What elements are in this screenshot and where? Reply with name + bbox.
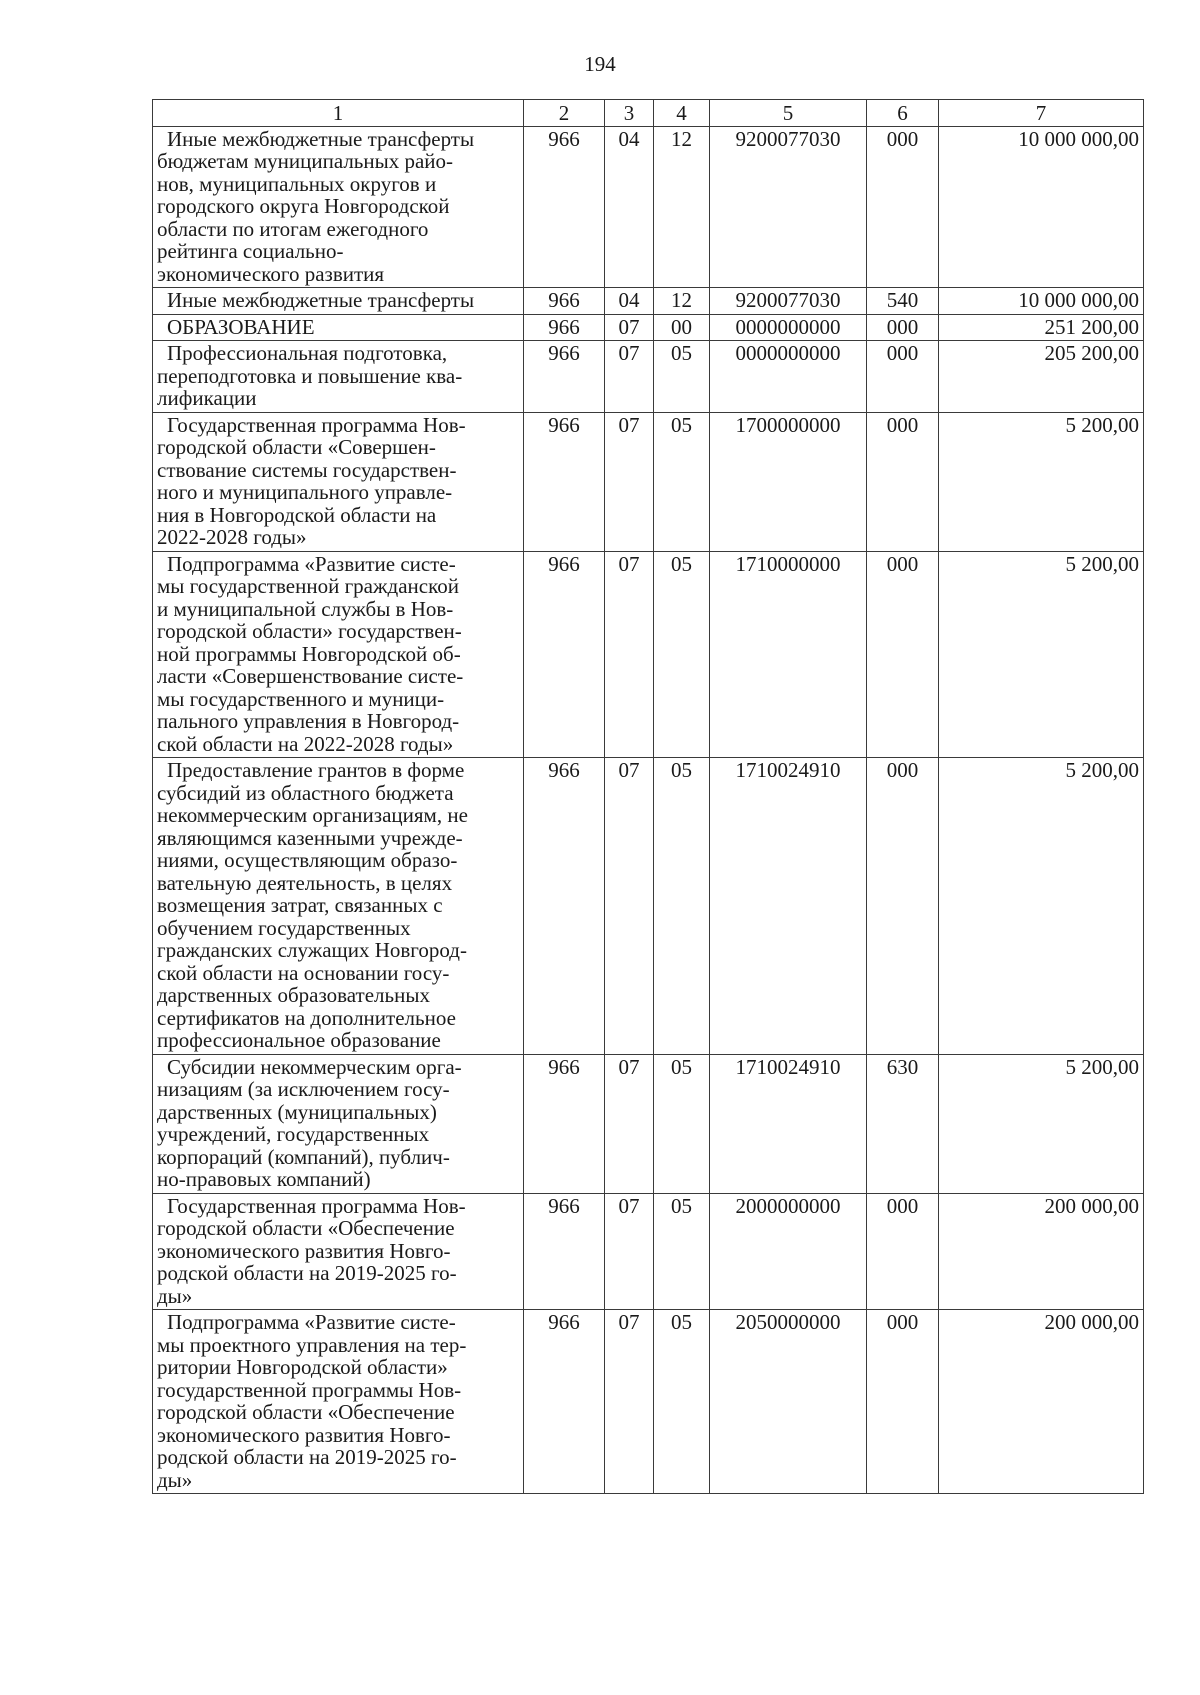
row-name-line: профессиональное образование — [157, 1028, 441, 1052]
ministry-code-cell: 966 — [524, 1310, 605, 1494]
expense-type-cell: 000 — [867, 314, 939, 341]
column-header: 7 — [939, 100, 1144, 127]
expense-type-cell: 000 — [867, 551, 939, 758]
row-name-line: государственной программы Нов- — [157, 1377, 462, 1402]
expense-type-cell: 540 — [867, 288, 939, 315]
column-header: 6 — [867, 100, 939, 127]
row-name-line: Предоставление грантов в форме — [167, 758, 465, 782]
amount-cell: 5 200,00 — [939, 551, 1144, 758]
subsection-code-cell: 12 — [654, 126, 710, 288]
target-article-cell: 1700000000 — [710, 412, 867, 551]
row-name-cell — [153, 758, 524, 1055]
row-name-line: Государственная программа Нов- — [167, 412, 466, 437]
amount-cell: 200 000,00 — [939, 1193, 1144, 1310]
row-name-line: и муниципальной службы в Нов- — [157, 596, 454, 621]
expense-type-cell: 000 — [867, 126, 939, 288]
row-name-line: городской области «Обеспечение — [157, 1400, 455, 1424]
table-row — [153, 1310, 1144, 1494]
row-name-line: ОБРАЗОВАНИЕ — [167, 314, 315, 339]
row-name-line: лификации — [157, 386, 257, 410]
row-name-line: возмещения затрат, связанных с — [157, 893, 443, 917]
table-row — [153, 758, 1144, 1055]
row-name-line: родской области на 2019-2025 го- — [157, 1261, 457, 1285]
row-name-line: бюджетам муниципальных райо- — [157, 149, 454, 173]
table-body — [153, 126, 1144, 1494]
row-name-line: субсидий из областного бюджета — [157, 780, 454, 805]
row-name-cell — [153, 341, 524, 413]
budget-table — [152, 99, 1144, 1494]
row-name-line: ды» — [157, 1283, 193, 1308]
row-name-line: городского округа Новгородской — [157, 194, 450, 218]
row-name-line: области по итогам ежегодного — [157, 216, 429, 241]
target-article-cell: 2000000000 — [710, 1193, 867, 1310]
subsection-code-cell: 05 — [654, 551, 710, 758]
row-name-cell — [153, 1054, 524, 1193]
table-row — [153, 288, 1144, 315]
target-article-cell: 9200077030 — [710, 126, 867, 288]
column-header: 5 — [710, 100, 867, 127]
row-name-line: ной программы Новгородской об- — [157, 641, 461, 666]
amount-cell: 5 200,00 — [939, 1054, 1144, 1193]
expense-type-cell: 000 — [867, 1310, 939, 1494]
amount-cell: 10 000 000,00 — [939, 288, 1144, 315]
row-name-line: городской области «Совершен- — [157, 435, 436, 459]
section-code-cell: 07 — [605, 412, 654, 551]
section-code-cell: 04 — [605, 126, 654, 288]
target-article-cell: 2050000000 — [710, 1310, 867, 1494]
subsection-code-cell: 00 — [654, 314, 710, 341]
row-name-line: городской области» государствен- — [157, 619, 462, 643]
row-name-line: 2022-2028 годы» — [157, 525, 307, 549]
row-name-line: Субсидии некоммерческим орга- — [167, 1054, 462, 1079]
column-header: 4 — [654, 100, 710, 127]
expense-type-cell: 000 — [867, 341, 939, 413]
row-name-line: гражданских служащих Новгород- — [157, 938, 467, 962]
header-row — [153, 100, 1144, 127]
target-article-cell: 1710024910 — [710, 758, 867, 1055]
row-name-line: ствование системы государствен- — [157, 457, 457, 482]
section-code-cell: 07 — [605, 341, 654, 413]
section-code-cell: 07 — [605, 1054, 654, 1193]
ministry-code-cell: 966 — [524, 758, 605, 1055]
row-name-cell — [153, 288, 524, 315]
row-name-line: ниями, осуществляющим образо- — [157, 848, 458, 872]
amount-cell: 200 000,00 — [939, 1310, 1144, 1494]
row-name-line: учреждений, государственных — [157, 1122, 430, 1146]
section-code-cell: 07 — [605, 551, 654, 758]
row-name-line: дарственных образовательных — [157, 983, 430, 1007]
expense-type-cell: 000 — [867, 412, 939, 551]
row-name-cell — [153, 551, 524, 758]
row-name-line: мы государственной гражданской — [157, 574, 459, 598]
column-header: 3 — [605, 100, 654, 127]
ministry-code-cell: 966 — [524, 1193, 605, 1310]
row-name-line: экономического развития Новго- — [157, 1422, 451, 1447]
subsection-code-cell: 05 — [654, 1054, 710, 1193]
row-name-line: Иные межбюджетные трансферты — [167, 126, 475, 151]
section-code-cell: 07 — [605, 1193, 654, 1310]
row-name-line: ного и муниципального управле- — [157, 480, 453, 504]
row-name-line: сертификатов на дополнительное — [157, 1005, 456, 1030]
row-name-cell — [153, 1193, 524, 1310]
expense-type-cell: 000 — [867, 758, 939, 1055]
row-name-cell — [153, 126, 524, 288]
target-article-cell: 9200077030 — [710, 288, 867, 315]
expense-type-cell: 630 — [867, 1054, 939, 1193]
row-name-line: нов, муниципальных округов и — [157, 171, 437, 196]
row-name-cell — [153, 1310, 524, 1494]
ministry-code-cell: 966 — [524, 314, 605, 341]
subsection-code-cell: 05 — [654, 412, 710, 551]
row-name-line: экономического развития Новго- — [157, 1238, 451, 1263]
row-name-line: Подпрограмма «Развитие систе- — [167, 1310, 456, 1334]
section-code-cell: 07 — [605, 758, 654, 1055]
ministry-code-cell: 966 — [524, 288, 605, 315]
ministry-code-cell: 966 — [524, 412, 605, 551]
ministry-code-cell: 966 — [524, 341, 605, 413]
table-row — [153, 126, 1144, 288]
target-article-cell: 0000000000 — [710, 341, 867, 413]
subsection-code-cell: 12 — [654, 288, 710, 315]
row-name-line: обучением государственных — [157, 915, 411, 940]
row-name-line: Подпрограмма «Развитие систе- — [167, 551, 456, 576]
row-name-line: ния в Новгородской области на — [157, 502, 437, 527]
amount-cell: 251 200,00 — [939, 314, 1144, 341]
target-article-cell: 1710024910 — [710, 1054, 867, 1193]
section-code-cell: 07 — [605, 1310, 654, 1494]
row-name-line: ской области на основании госу- — [157, 960, 450, 985]
table-row — [153, 412, 1144, 551]
row-name-line: некоммерческим организациям, не — [157, 803, 468, 827]
row-name-line: мы государственного и муници- — [157, 686, 445, 711]
row-name-line: корпораций (компаний), публич- — [157, 1144, 450, 1169]
section-code-cell: 04 — [605, 288, 654, 315]
ministry-code-cell: 966 — [524, 1054, 605, 1193]
table-row — [153, 1193, 1144, 1310]
page-number: 194 — [584, 52, 616, 76]
subsection-code-cell: 05 — [654, 758, 710, 1055]
row-name-line: но-правовых компаний) — [157, 1167, 371, 1191]
amount-cell: 5 200,00 — [939, 412, 1144, 551]
subsection-code-cell: 05 — [654, 341, 710, 413]
section-code-cell: 07 — [605, 314, 654, 341]
row-name-line: городской области «Обеспечение — [157, 1216, 455, 1240]
row-name-line: переподготовка и повышение ква- — [157, 363, 463, 388]
row-name-line: Государственная программа Нов- — [167, 1193, 466, 1218]
column-header: 2 — [524, 100, 605, 127]
target-article-cell: 0000000000 — [710, 314, 867, 341]
amount-cell: 205 200,00 — [939, 341, 1144, 413]
table-row — [153, 551, 1144, 758]
column-header: 1 — [153, 100, 524, 127]
row-name-line: экономического развития — [157, 261, 385, 286]
amount-cell: 5 200,00 — [939, 758, 1144, 1055]
row-name-line: рейтинга социально- — [157, 239, 344, 263]
row-name-line: ды» — [157, 1467, 193, 1492]
row-name-line: ской области на 2022-2028 годы» — [157, 731, 454, 756]
row-name-cell — [153, 412, 524, 551]
row-name-line: вательную деятельность, в целях — [157, 870, 453, 895]
row-name-line: пального управления в Новгород- — [157, 709, 460, 733]
row-name-line: мы проектного управления на тер- — [157, 1332, 467, 1357]
ministry-code-cell: 966 — [524, 551, 605, 758]
table-row — [153, 341, 1144, 413]
table-row — [153, 1054, 1144, 1193]
target-article-cell: 1710000000 — [710, 551, 867, 758]
row-name-line: дарственных (муниципальных) — [157, 1099, 437, 1124]
expense-type-cell: 000 — [867, 1193, 939, 1310]
row-name-line: ласти «Совершенствование систе- — [157, 664, 464, 688]
row-name-cell — [153, 314, 524, 341]
ministry-code-cell: 966 — [524, 126, 605, 288]
row-name-line: низациям (за исключением госу- — [157, 1077, 450, 1101]
table-row — [153, 314, 1144, 341]
row-name-line: являющимся казенными учрежде- — [157, 825, 463, 850]
subsection-code-cell: 05 — [654, 1310, 710, 1494]
row-name-line: Иные межбюджетные трансферты — [167, 288, 475, 312]
row-name-line: ритории Новгородской области» — [157, 1355, 448, 1379]
subsection-code-cell: 05 — [654, 1193, 710, 1310]
row-name-line: родской области на 2019-2025 го- — [157, 1445, 457, 1469]
row-name-line: Профессиональная подготовка, — [167, 341, 448, 365]
amount-cell: 10 000 000,00 — [939, 126, 1144, 288]
